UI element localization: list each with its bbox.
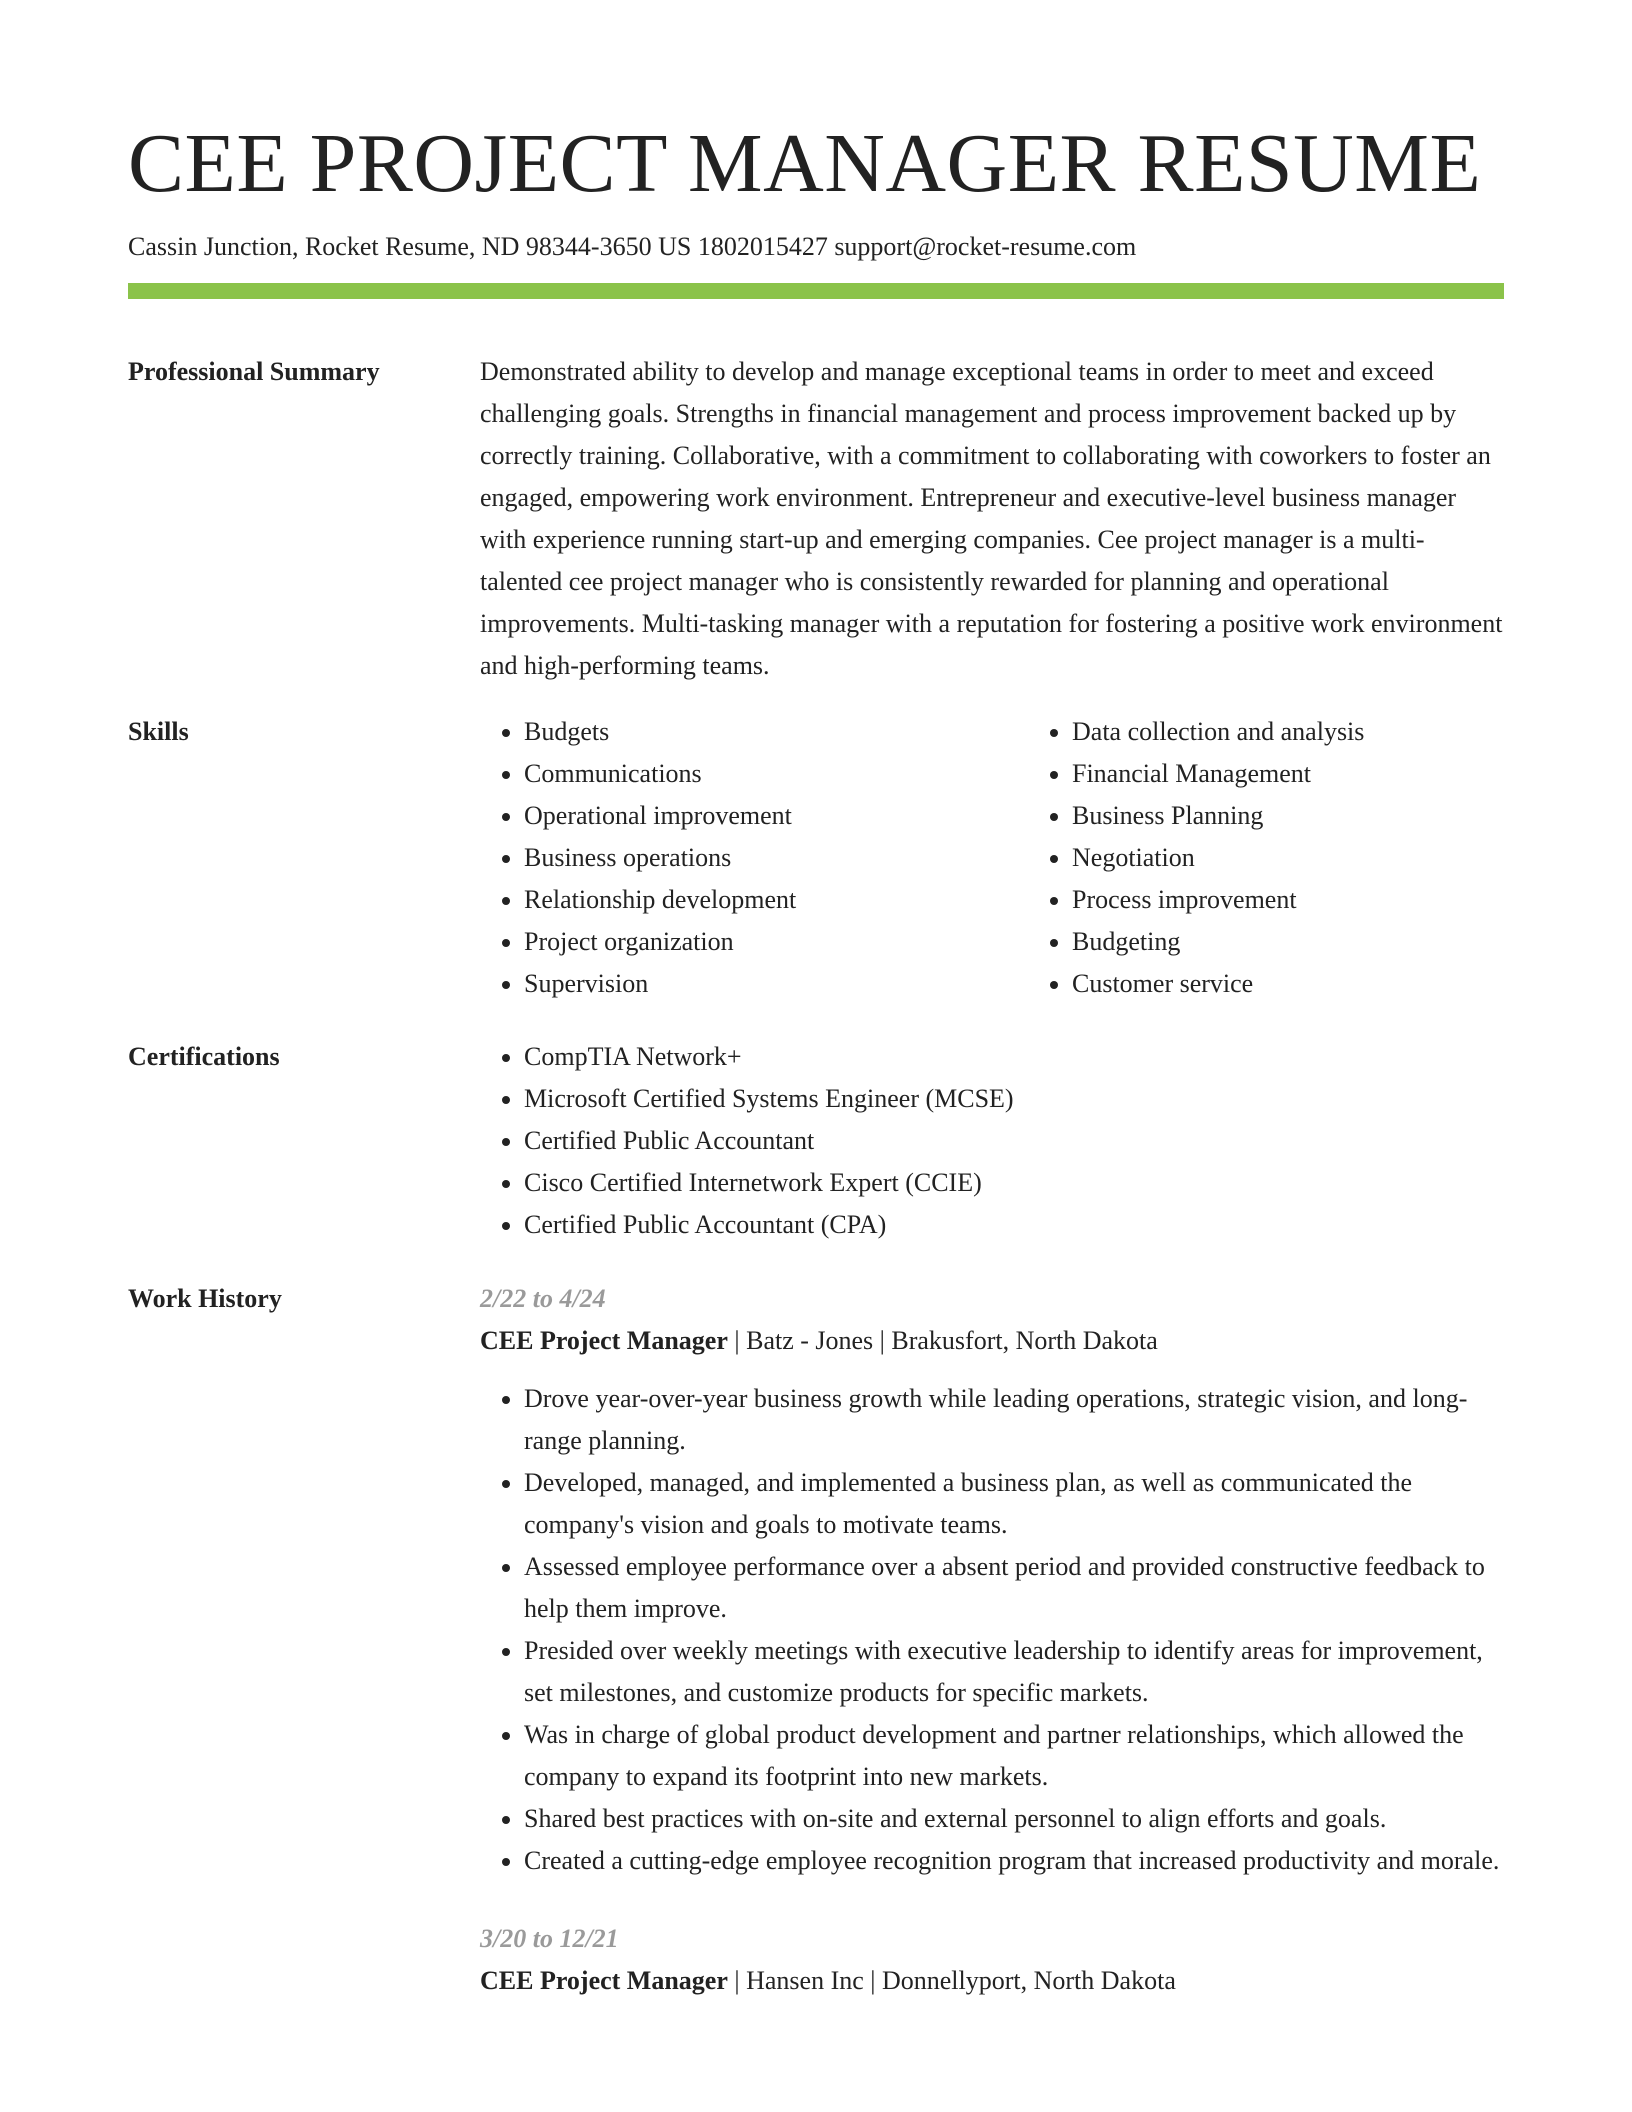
list-item: • Certified Public Accountant <box>524 1120 1504 1162</box>
work-history-section <box>128 1278 1504 2002</box>
contact-email[interactable]: support@rocket-resume.com <box>834 232 1137 262</box>
job-title-line <box>480 1960 1504 2002</box>
list-item: • Process improvement <box>1072 879 1576 921</box>
job-bullets <box>480 1378 1504 1882</box>
contact-phone: 1802015427 <box>697 232 828 262</box>
skills-list-right <box>1028 711 1576 1005</box>
certifications-list <box>480 1036 1504 1246</box>
skills-list-left <box>480 711 1028 1005</box>
job-title-line <box>480 1320 1504 1362</box>
accent-divider <box>128 283 1504 299</box>
list-item: • Negotiation <box>1072 837 1576 879</box>
list-item: • CompTIA Network+ <box>524 1036 1504 1078</box>
contact-address: Cassin Junction, Rocket Resume, ND 98344-3650 US <box>128 232 692 262</box>
list-item: • Budgets <box>524 711 1028 753</box>
list-item: • Budgeting <box>1072 921 1576 963</box>
job-company: | Batz - Jones | Brakusfort, North Dakota <box>727 1326 1158 1356</box>
job-entry <box>480 1278 1504 1882</box>
certifications-section <box>128 1036 1504 1246</box>
job-title: CEE Project Manager <box>480 1326 728 1356</box>
contact-line <box>128 230 1504 264</box>
list-item: • Business Planning <box>1072 795 1576 837</box>
list-item: • Cisco Certified Internetwork Expert (CCIE) <box>524 1162 1504 1204</box>
list-item: • Operational improvement <box>524 795 1028 837</box>
list-item: • Financial Management <box>1072 753 1576 795</box>
resume-title: CEE PROJECT MANAGER RESUME <box>128 117 1482 210</box>
list-item: • Created a cutting-edge employee recognition program that increased productivity and morale. <box>524 1840 1504 1882</box>
list-item: • Data collection and analysis <box>1072 711 1576 753</box>
job-title: CEE Project Manager <box>480 1966 728 1996</box>
list-item: • Communications <box>524 753 1028 795</box>
list-item: • Customer service <box>1072 963 1576 1005</box>
work-history-label: Work History <box>128 1284 282 1314</box>
list-item: • Presided over weekly meetings with executive leadership to identify areas for improvement, set milestones, and customize products for specific markets. <box>524 1630 1504 1714</box>
list-item: • Assessed employee performance over a absent period and provided constructive feedback to help them improve. <box>524 1546 1504 1630</box>
summary-text: Demonstrated ability to develop and manage exceptional teams in order to meet and exceed challenging goals. Strengths in financial management and process improvement backed up by correctly training. Collaborative, with a commitment to collaborating with coworkers to foster an engaged, empowering work environment. Entrepreneur and executive-level business manager with experience running start-up and emerging companies. Cee project manager is a multi-talented cee project manager who is consistently rewarded for planning and operational improvements. Multi-tasking manager with a reputation for fostering a positive work environment and high-performing teams. <box>480 357 1503 681</box>
job-dates: 2/22 to 4/24 <box>480 1284 606 1314</box>
job-dates: 3/20 to 12/21 <box>480 1924 619 1954</box>
list-item: • Business operations <box>524 837 1028 879</box>
summary-label: Professional Summary <box>128 357 380 387</box>
job-entry <box>480 1918 1504 2002</box>
list-item: • Drove year-over-year business growth while leading operations, strategic vision, and long-range planning. <box>524 1378 1504 1462</box>
list-item: • Shared best practices with on-site and external personnel to align efforts and goals. <box>524 1798 1504 1840</box>
list-item: • Project organization <box>524 921 1028 963</box>
certifications-label: Certifications <box>128 1042 280 1072</box>
job-company: | Hansen Inc | Donnellyport, North Dakota <box>727 1966 1176 1996</box>
list-item: • Relationship development <box>524 879 1028 921</box>
resume-page <box>128 118 1504 2002</box>
list-item: • Supervision <box>524 963 1028 1005</box>
list-item: • Developed, managed, and implemented a business plan, as well as communicated the company's vision and goals to motivate teams. <box>524 1462 1504 1546</box>
list-item: • Microsoft Certified Systems Engineer (MCSE) <box>524 1078 1504 1120</box>
list-item: • Was in charge of global product development and partner relationships, which allowed the company to expand its footprint into new markets. <box>524 1714 1504 1798</box>
summary-section <box>128 351 1504 687</box>
skills-label: Skills <box>128 717 189 747</box>
skills-section <box>128 711 1504 1005</box>
list-item: • Certified Public Accountant (CPA) <box>524 1204 1504 1246</box>
